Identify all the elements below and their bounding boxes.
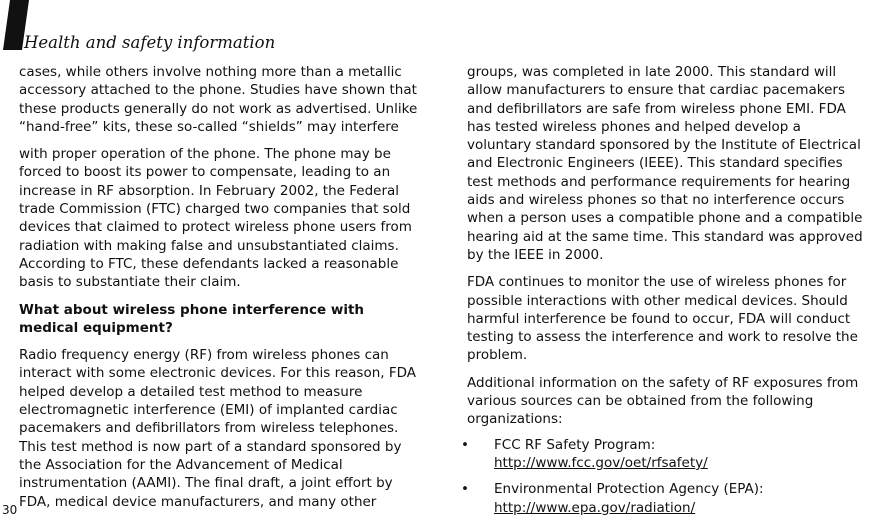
resource-name: Environmental Protection Agency (EPA): bbox=[494, 481, 764, 498]
resource-name: FCC RF Safety Program: bbox=[494, 436, 656, 453]
body-paragraph: Additional information on the safety of RF exposures from various sources can be obtained from the following organizations: bbox=[467, 374, 859, 428]
epa-link[interactable]: http://www.epa.gov/radiation/ bbox=[494, 499, 696, 516]
body-paragraph: FDA continues to monitor the use of wireless phones for possible interactions with other medical devices. Should harmful interference be found to occur, FDA will conduct testing to assess the interference and work to resolve the problem. bbox=[467, 274, 858, 364]
body-paragraph: Radio frequency energy (RF) from wireless phones can interact with some electronic devices. For this reason, FDA helped develop a detailed test method to measure electromagnetic interference (EMI) of implanted cardiac pacemakers and defibrillators from wireless telephones. This test method is now part of a standard sponsored by the Association for the Advancement of Medical instrumentation (AAMI). The final draft, a joint effort by FDA, medical device manufacturers, and many other bbox=[19, 347, 417, 510]
body-paragraph: with proper operation of the phone. The phone may be forced to boost its power to compensate, leading to an increase in RF absorption. In February 2002, the Federal trade Commission (FTC) charged two companies that sold devices that claimed to protect wireless phone users from radiation with making false and unsubstantiated claims. According to FTC, these defendants lacked a reasonable basis to substantiate their claim. bbox=[19, 146, 412, 291]
fcc-link[interactable]: http://www.fcc.gov/oet/rfsafety/ bbox=[494, 454, 708, 471]
list-item bbox=[461, 480, 869, 517]
body-paragraph: groups, was completed in late 2000. This standard will allow manufacturers to ensure that cardiac pacemakers and defibrillators are safe from wireless phone EMI. FDA has tested wireless phones and helped develop a voluntary standard sponsored by the Institute of Electrical and Electronic Engineers (IEEE). This standard specifies test methods and performance requirements for hearing aids and wireless phones so that no interference occurs when a person uses a compatible phone and a compatible hearing aid at the same time. This standard was approved by the IEEE in 2000. bbox=[467, 64, 863, 263]
resource-list bbox=[461, 436, 869, 517]
body-paragraph: cases, while others involve nothing more than a metallic accessory attached to the phone. Studies have shown that these products generally do not work as advertised. Unlike “hand-free” kits, these so-called “shields” may interfere bbox=[19, 64, 418, 135]
list-item bbox=[461, 436, 869, 473]
right-column bbox=[461, 63, 869, 525]
left-column bbox=[19, 63, 424, 520]
section-title: Health and safety information bbox=[24, 33, 276, 52]
subsection-heading: What about wireless phone interference with medical equipment? bbox=[19, 301, 365, 336]
bullet-icon: • bbox=[461, 481, 469, 498]
page-number: 30 bbox=[2, 503, 18, 517]
bullet-icon: • bbox=[461, 436, 469, 453]
